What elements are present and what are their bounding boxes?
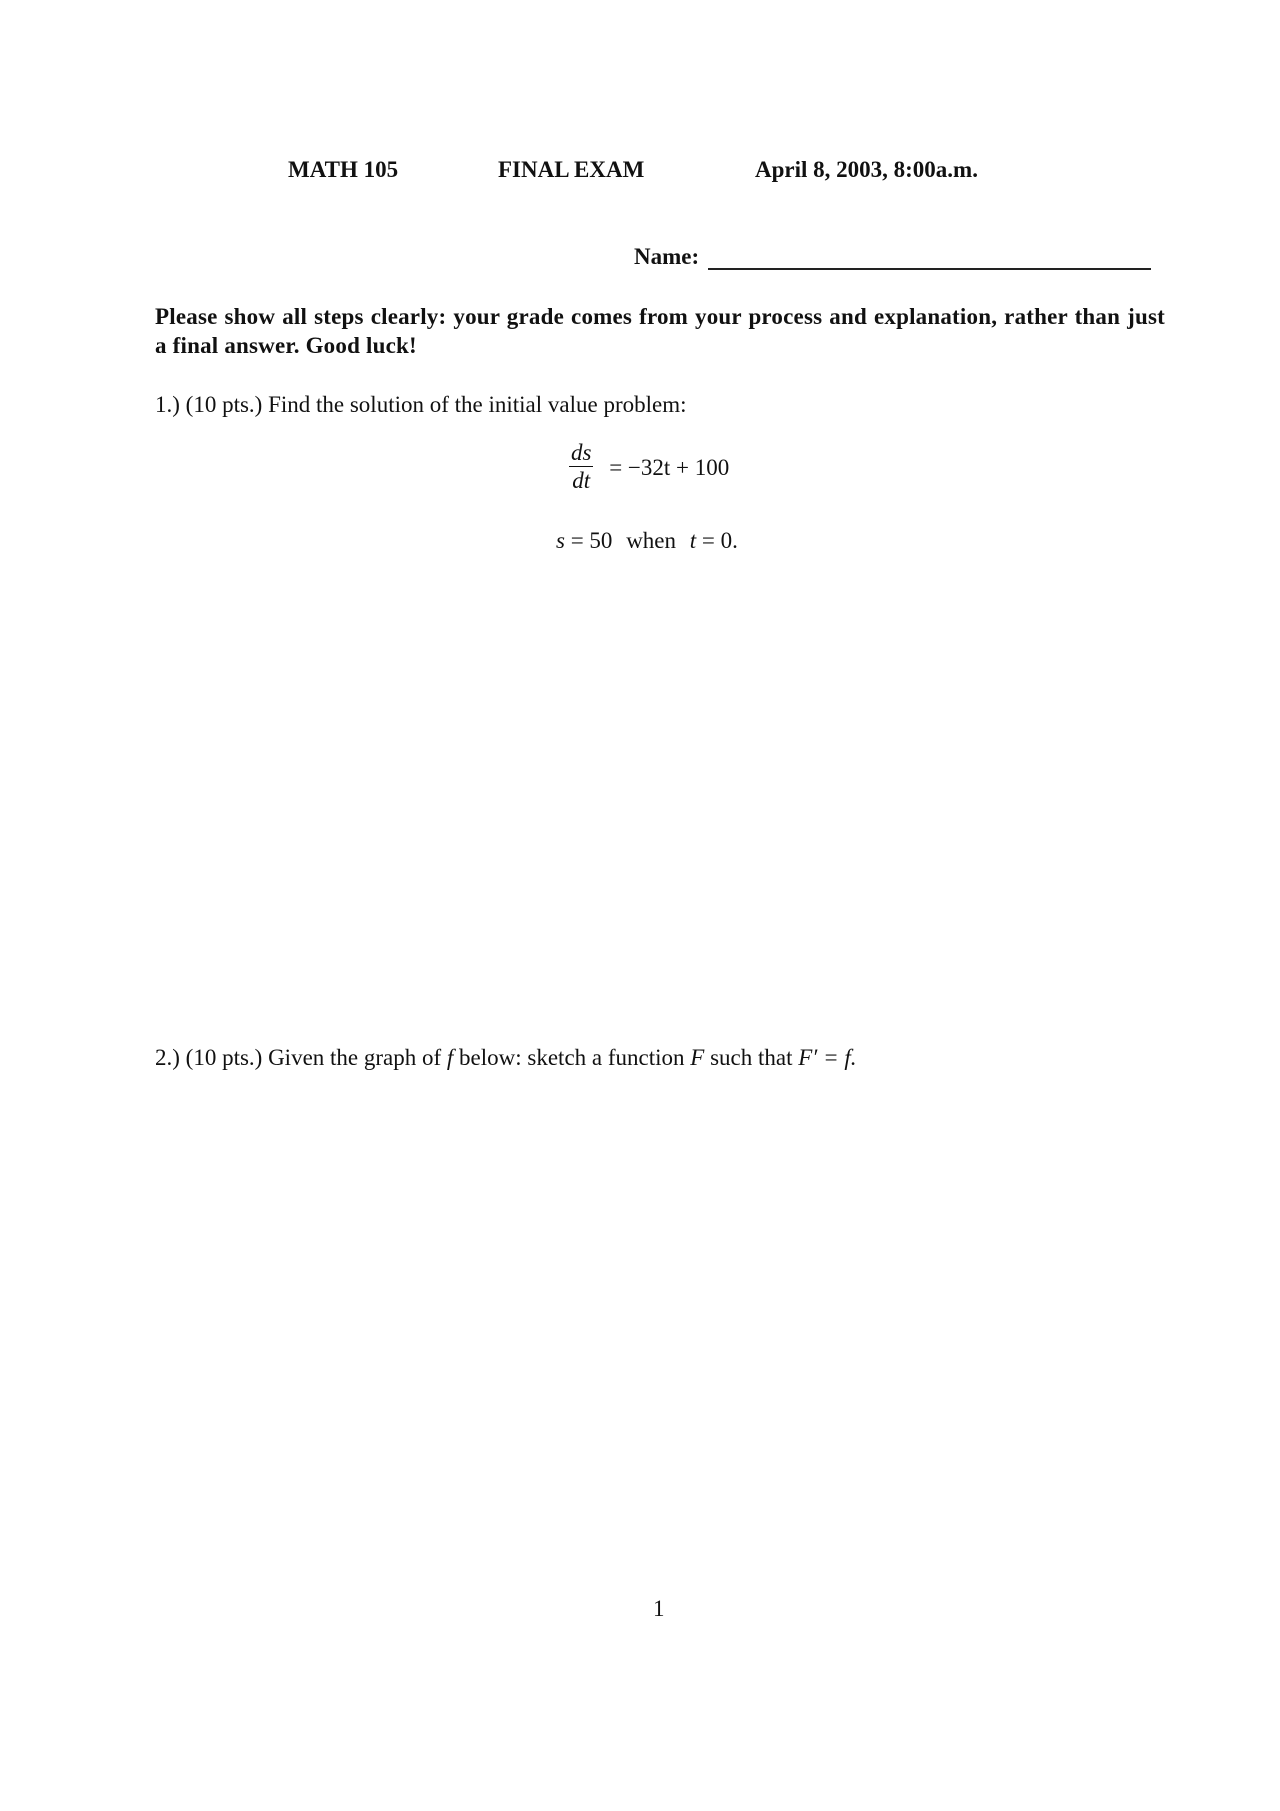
condition-when: when xyxy=(626,528,677,553)
name-row xyxy=(634,244,1151,270)
fraction-numerator: ds xyxy=(571,440,592,465)
derivative-fraction xyxy=(569,440,593,495)
q2-text-after: such that xyxy=(704,1045,799,1070)
course-title: MATH 105 xyxy=(288,157,399,182)
fraction-denominator: dt xyxy=(572,468,591,493)
condition-eq-2: = 0. xyxy=(696,528,738,553)
condition-eq-1: = 50 xyxy=(564,528,613,553)
question-1-condition xyxy=(556,528,738,554)
symbol-f: f xyxy=(446,1045,454,1070)
exam-title: FINAL EXAM xyxy=(498,157,645,182)
var-s: s xyxy=(556,528,565,553)
question-2-prompt xyxy=(155,1045,856,1071)
q2-text-start: 2.) (10 pts.) Given the graph of xyxy=(155,1045,447,1070)
equation-rhs: = −32t + 100 xyxy=(609,454,730,480)
question-1-prompt: 1.) (10 pts.) Find the solution of the initial value problem: xyxy=(155,392,687,417)
exam-date: April 8, 2003, 8:00a.m. xyxy=(755,157,978,182)
q2-text-middle: below: sketch a function xyxy=(453,1045,691,1070)
name-label: Name: xyxy=(634,244,700,269)
var-t: t xyxy=(689,528,697,553)
instructions: Please show all steps clearly: your grade comes from your process and explanation, rather than just a final answer. Good luck! xyxy=(155,304,1165,358)
name-field-line[interactable] xyxy=(708,248,1151,270)
question-1-equation xyxy=(569,440,729,495)
relation-F-prime: F′ = f. xyxy=(798,1045,857,1070)
symbol-F: F xyxy=(690,1045,705,1070)
page-number: 1 xyxy=(653,1596,665,1621)
